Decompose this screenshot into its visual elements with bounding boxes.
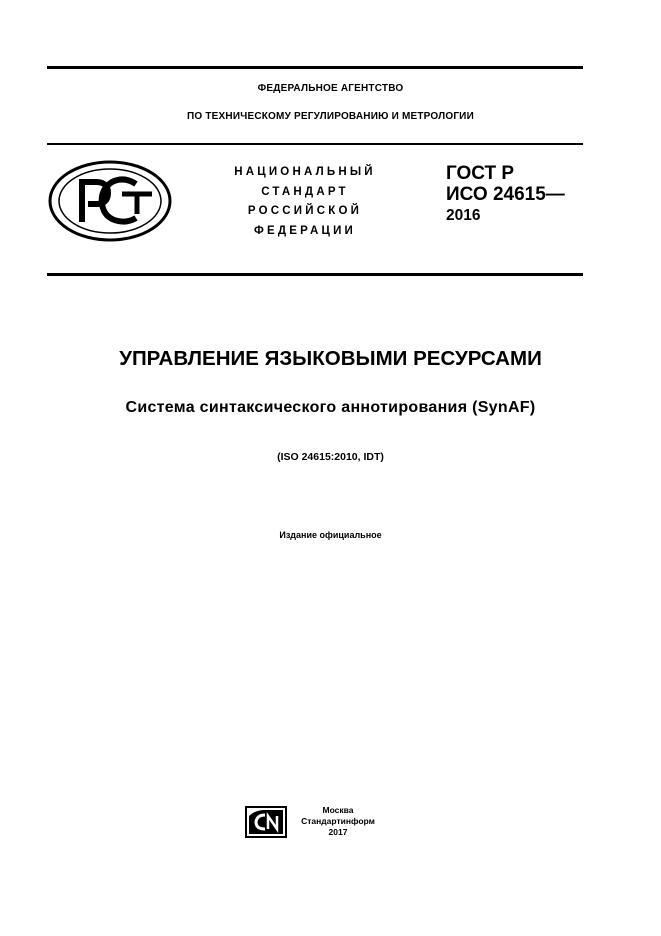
header-rule [47, 143, 583, 145]
national-standard-label [205, 163, 405, 241]
edition-label: Издание официальное [279, 530, 382, 540]
imprint-publisher: Стандартинформ [301, 816, 375, 826]
standartinform-logo [245, 806, 287, 838]
iso-reference: (ISO 24615:2010, IDT) [277, 451, 384, 463]
designation-line-1: ГОСТ Р [446, 163, 515, 184]
national-line-1: НАЦИОНАЛЬНЫЙ [234, 166, 376, 178]
agency-line-1: ФЕДЕРАЛЬНОЕ АГЕНТСТВО [257, 83, 404, 94]
designation-line-2: ИСО 24615— [446, 184, 565, 205]
national-line-3: РОССИЙСКОЙ [247, 205, 363, 217]
agency-line-2: ПО ТЕХНИЧЕСКОМУ РЕГУЛИРОВАНИЮ И МЕТРОЛОГИИ [187, 111, 474, 122]
rst-logo [48, 160, 172, 242]
designation-year: 2016 [446, 207, 481, 224]
document-title: УПРАВЛЕНИЕ ЯЗЫКОВЫМИ РЕСУРСАМИ [119, 347, 542, 370]
national-line-4: ФЕДЕРАЦИИ [253, 224, 357, 237]
block-rule [47, 273, 583, 276]
imprint-year: 2017 [328, 827, 348, 837]
standard-designation [446, 163, 565, 205]
national-line-2: СТАНДАРТ [261, 185, 349, 198]
imprint-block [292, 805, 384, 838]
document-subtitle: Система синтаксического аннотирования (SynAF) [125, 399, 536, 416]
top-rule [47, 66, 583, 69]
imprint-city: Москва [322, 805, 354, 815]
